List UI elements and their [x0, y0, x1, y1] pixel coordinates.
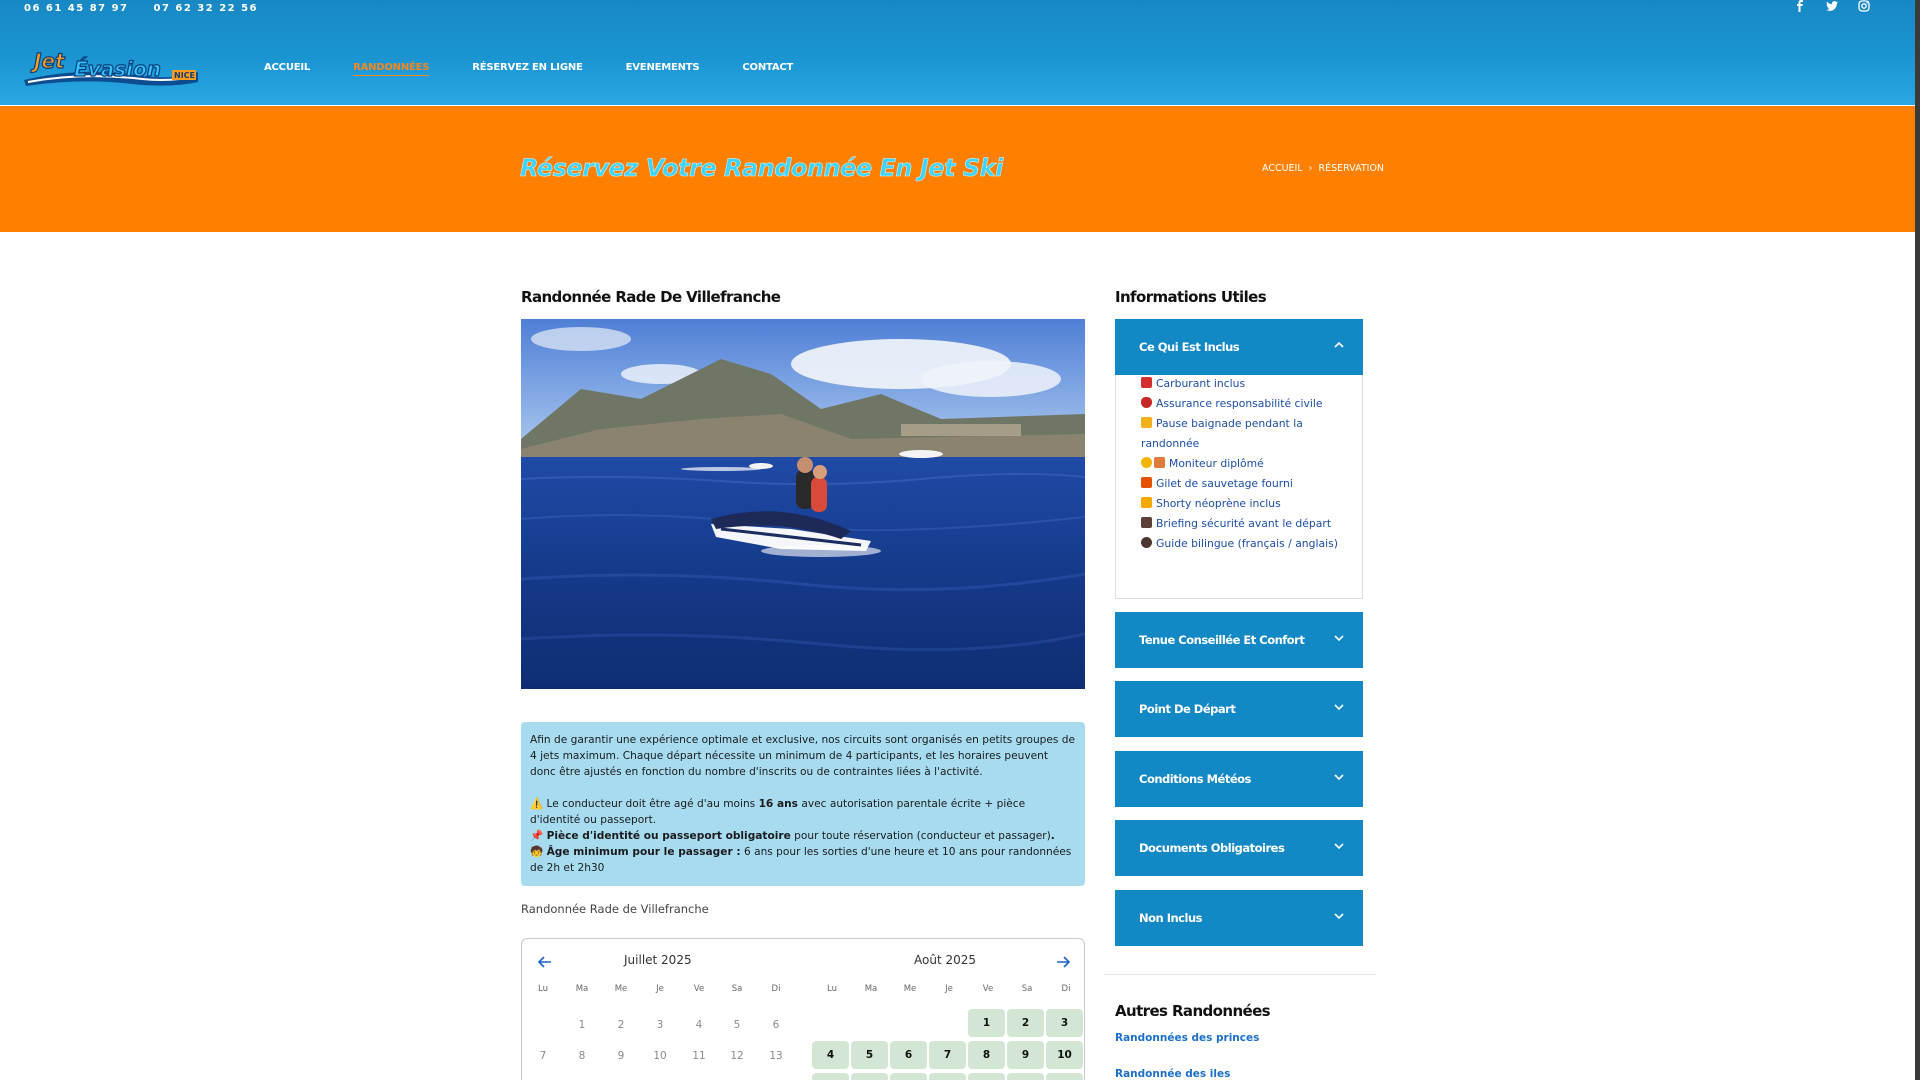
site-logo[interactable]	[22, 46, 200, 90]
calendar-day-available[interactable]: 3	[1046, 1009, 1083, 1037]
other-tour-link[interactable]: Randonnée des iles	[1115, 1068, 1231, 1080]
weekday-label: Sa	[1021, 984, 1033, 994]
calendar-day-available[interactable]: 6	[890, 1041, 927, 1069]
calendar-day-available[interactable]	[968, 1073, 1005, 1080]
info-id-required: 📌 Pièce d'identité ou passeport obligatoire pour toute réservation (conducteur et passager).	[530, 830, 1055, 842]
accordion-header-attire[interactable]	[1115, 612, 1363, 668]
nav-evenements[interactable]: EVENEMENTS	[625, 62, 700, 73]
calendar-day-disabled: 10	[653, 1050, 667, 1062]
instagram-icon[interactable]	[1857, 0, 1871, 15]
weekday-label: Me	[903, 984, 917, 994]
info-driver-age: ⚠️ Le conducteur doit être agé d'au moins 16 ans avec autorisation parentale écrite + pièce d'identité ou passeport.	[530, 798, 1026, 826]
calendar-day-disabled: 6	[772, 1019, 780, 1031]
chevron-down-icon	[1333, 632, 1345, 644]
info-passenger-age: 🧒 Âge minimum pour le passager : 6 ans pour les sorties d'une heure et 10 ans pour randonnées de 2h et 2h30	[530, 846, 1072, 874]
weekday-label: Ma	[575, 984, 589, 994]
calendar-day-disabled: 12	[730, 1050, 744, 1062]
svg-text:NICE: NICE	[174, 71, 196, 80]
booking-calendar	[521, 938, 1085, 1080]
list-item: Assurance responsabilité civile	[1141, 394, 1351, 414]
guide-icon	[1141, 537, 1152, 548]
main-nav	[264, 62, 836, 76]
weekday-label: Lu	[827, 984, 837, 994]
list-item: Moniteur diplômé	[1141, 454, 1351, 474]
accordion-label: Documents Obligatoires	[1139, 841, 1285, 855]
nav-accueil[interactable]: ACCUEIL	[264, 62, 311, 73]
list-item: Shorty néoprène inclus	[1141, 494, 1351, 514]
chevron-down-icon	[1333, 771, 1345, 783]
svg-text:Jet: Jet	[34, 49, 65, 73]
window-edge	[1915, 0, 1920, 1080]
instructor-icon	[1141, 457, 1152, 468]
weekday-label: Lu	[538, 984, 548, 994]
previous-month-arrow-icon[interactable]	[536, 953, 554, 971]
calendar-day-available[interactable]: 2	[1007, 1009, 1044, 1037]
weekday-label: Di	[771, 984, 781, 994]
fuel-pump-icon	[1141, 377, 1152, 388]
calendar-day-disabled: 13	[769, 1050, 783, 1062]
chevron-right-icon: ›	[1308, 163, 1313, 174]
sidebar-divider	[1104, 974, 1376, 975]
accordion-header-included[interactable]	[1115, 319, 1363, 375]
phone-number-1[interactable]: 06 61 45 87 97	[24, 3, 129, 14]
social-links	[1793, 0, 1871, 15]
accordion-label: Ce Qui Est Inclus	[1139, 340, 1240, 354]
calendar-day-disabled: 3	[656, 1019, 664, 1031]
weekday-label: Je	[945, 984, 953, 994]
calendar-day-available[interactable]	[1007, 1073, 1044, 1080]
calendar-day-disabled: 8	[578, 1050, 586, 1062]
month-label-july: Juillet 2025	[624, 953, 692, 967]
calendar-day-available[interactable]	[851, 1073, 888, 1080]
sidebar-title: Informations Utiles	[1115, 288, 1267, 306]
weekday-label: Me	[614, 984, 628, 994]
nav-contact[interactable]: CONTACT	[742, 62, 794, 73]
chevron-up-icon	[1333, 339, 1345, 351]
accordion-label: Conditions Météos	[1139, 772, 1251, 786]
calendar-day-disabled: 9	[617, 1050, 625, 1062]
accordion-header-departure[interactable]	[1115, 681, 1363, 737]
included-list	[1141, 374, 1351, 554]
accordion-label: Point De Départ	[1139, 702, 1236, 716]
nav-reservez-en-ligne[interactable]: RÉSERVEZ EN LIGNE	[472, 62, 583, 73]
nav-randonnees[interactable]: RANDONNÉES	[353, 62, 429, 76]
calendar-day-available[interactable]	[812, 1073, 849, 1080]
other-tours-title: Autres Randonnées	[1115, 1002, 1271, 1020]
calendar-day-available[interactable]: 10	[1046, 1041, 1083, 1069]
calendar-day-available[interactable]: 4	[812, 1041, 849, 1069]
wetsuit-icon	[1141, 497, 1152, 508]
list-item: Pause baignade pendant la randonnée	[1141, 417, 1303, 450]
lifeguard-icon	[1154, 457, 1165, 468]
accordion-header-weather[interactable]	[1115, 751, 1363, 807]
calendar-day-available[interactable]: 9	[1007, 1041, 1044, 1069]
month-label-august: Août 2025	[914, 953, 977, 967]
calendar-day-disabled: 2	[617, 1019, 625, 1031]
calendar-day-available[interactable]	[890, 1073, 927, 1080]
list-item: Guide bilingue (français / anglais)	[1141, 534, 1351, 554]
megaphone-icon	[1141, 517, 1152, 528]
site-header	[0, 0, 1915, 105]
list-item: Carburant inclus	[1141, 374, 1351, 394]
other-tour-link[interactable]: Randonnées des princes	[1115, 1032, 1260, 1044]
calendar-day-disabled: 7	[539, 1050, 547, 1062]
breadcrumb	[1262, 163, 1384, 174]
accordion-header-documents[interactable]	[1115, 820, 1363, 876]
phone-number-2[interactable]: 07 62 32 22 56	[153, 3, 259, 14]
calendar-day-available[interactable]: 5	[851, 1041, 888, 1069]
accordion-header-not-included[interactable]	[1115, 890, 1363, 946]
tour-title: Randonnée Rade De Villefranche	[521, 288, 781, 306]
info-paragraph: Afin de garantir une expérience optimale et exclusive, nos circuits sont organisés en petits groupes de 4 jets maximum. Chaque départ nécessite un minimum de 4 participants, et les horaires peuvent donc être ajustés en fonction du nombre d'inscrits ou de contraintes liées à l'activité.	[530, 734, 1076, 778]
phone-numbers	[24, 3, 278, 14]
info-notice	[521, 722, 1085, 886]
breadcrumb-home[interactable]: ACCUEIL	[1262, 163, 1303, 174]
weekday-label: Ve	[982, 984, 994, 994]
weekday-label: Sa	[731, 984, 743, 994]
chevron-down-icon	[1333, 910, 1345, 922]
shield-icon	[1141, 397, 1152, 408]
page-banner	[0, 106, 1915, 232]
calendar-day-disabled: 1	[578, 1019, 586, 1031]
calendar-day-available[interactable]: 8	[968, 1041, 1005, 1069]
calendar-day-disabled: 11	[692, 1050, 706, 1062]
weekday-label: Ma	[864, 984, 878, 994]
calendar-day-available[interactable]: 1	[968, 1009, 1005, 1037]
beach-icon	[1141, 417, 1152, 428]
tour-photo	[521, 319, 1085, 689]
breadcrumb-current: RÉSERVATION	[1318, 163, 1385, 174]
calendar-caption: Randonnée Rade de Villefranche	[521, 902, 709, 916]
calendar-day-available[interactable]	[929, 1073, 966, 1080]
calendar-day-disabled: 4	[695, 1019, 703, 1031]
list-item: Gilet de sauvetage fourni	[1141, 474, 1351, 494]
facebook-icon[interactable]	[1793, 0, 1807, 15]
svg-text:Évasion: Évasion	[74, 57, 161, 81]
calendar-day-disabled: 5	[733, 1019, 741, 1031]
twitter-icon[interactable]	[1825, 0, 1839, 15]
accordion-label: Tenue Conseillée Et Confort	[1139, 633, 1305, 647]
accordion-label: Non Inclus	[1139, 911, 1202, 925]
chevron-down-icon	[1333, 840, 1345, 852]
calendar-day-available[interactable]	[1046, 1073, 1083, 1080]
weekday-label: Di	[1061, 984, 1071, 994]
weekday-label: Je	[656, 984, 664, 994]
life-vest-icon	[1141, 477, 1152, 488]
chevron-down-icon	[1333, 701, 1345, 713]
calendar-day-available[interactable]: 7	[929, 1041, 966, 1069]
weekday-label: Ve	[693, 984, 705, 994]
page-title: Réservez Votre Randonnée En Jet Ski	[520, 154, 1003, 182]
next-month-arrow-icon[interactable]	[1054, 953, 1072, 971]
list-item: Briefing sécurité avant le départ	[1141, 514, 1351, 534]
